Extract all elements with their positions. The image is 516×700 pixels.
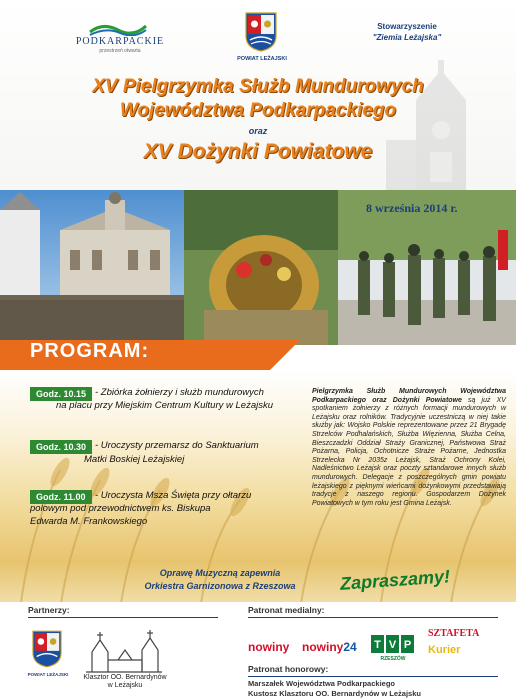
description-bold-intro: Pielgrzymka Służb Mundurowych Województwa Podkarpackiego oraz Dożynki Powiatowe [312,388,506,404]
title-oraz: oraz [248,126,268,136]
harvest-wreath-photo [184,190,348,345]
nowiny-logo: nowiny [248,640,290,654]
title-line3: XV Dożynki Powiatowe [143,140,373,163]
honor-patron-1: Marszałek Województwa Podkarpackiego [248,679,395,688]
program-item-3-line2: polowym pod przewodnictwem ks. Biskupa [30,503,211,514]
program-heading: PROGRAM: [30,340,150,362]
poster-header [0,0,516,190]
program-item-1-line2: na placu przy Miejskim Centrum Kultury w Leżajsku [56,400,273,411]
podkarpackie-waves-icon [88,22,148,36]
music-line2: Orkiestra Garnizonowa z Rzeszowa [144,581,296,591]
podkarpackie-wordmark: PODKARPACKIE [75,36,165,47]
honor-divider [248,676,498,677]
partner-monastery-line1: Klasztor OO. Bernardynów [83,674,167,681]
title-line1: XV Pielgrzymka Służb Mundurowych [92,76,424,97]
kurier-logo: Kurier [428,644,461,656]
nowiny24-word: nowiny [302,640,344,654]
media-header: Patronat medialny: [248,605,325,615]
honor-header: Patronat honorowy: [248,664,329,674]
program-time-badge: Godz. 10.30 [30,440,92,454]
program-time-badge: Godz. 10.15 [30,387,92,401]
basilica-photo [0,190,184,345]
svg-text:T: T [374,639,381,651]
program-item-2-line1: - Uroczysty przemarsz do Sanktuarium [95,440,259,451]
program-item-3-line1: - Uroczysta Msza Święta przy ołtarzu [95,490,252,501]
media-divider [248,617,498,618]
sztafeta-logo: SZTAFETA [428,628,480,639]
svg-text:P: P [403,639,412,651]
partner-monastery-line2: w Leżajsku [107,682,143,689]
honor-patron-2: Kustosz Klasztoru OO. Bernardynów w Leżajsku [248,689,421,698]
nowiny24-logo [302,640,357,654]
nowiny24-number: 24 [343,640,357,654]
podkarpackie-logo [70,22,170,52]
svg-text:V: V [388,639,397,651]
powiat-coat-of-arms-icon [245,12,277,52]
partner-monastery-label [80,674,170,690]
powiat-coat-of-arms-icon [32,629,62,669]
monastery-icon [82,624,166,674]
partners-header: Partnerzy: [28,605,70,615]
tvp-rzeszow-label: RZESZÓW [380,656,406,662]
event-description [312,388,506,508]
program-item-1-line1: - Zbiórka żołnierzy i służb mundurowych [95,387,264,398]
event-date: 8 września 2014 r. [366,201,458,215]
invitation-text: Zapraszamy! [339,566,451,594]
music-credit [120,567,320,593]
partner-powiat-label: POWIAT LEŻAJSKI [27,672,69,677]
powiat-label: POWIAT LEŻAJSKI [237,56,287,62]
tvp-logo-icon [371,633,415,655]
association-line1: Stowarzyszenie [377,22,437,31]
association-line2: "Ziemia Leżajska" [372,33,442,42]
partners-divider [28,617,218,618]
program-time-badge: Godz. 11.00 [30,490,92,504]
podkarpackie-tagline: przestrzeń otwarta [99,48,141,54]
description-body: są już XV spotkaniem żołnierzy z różnych formacji mundurowych w Leżajsku oraz rolników. Tradycyjnie uczestniczą w niej takie służby jak: Wojsko Polskie reprezentowane przez 21 Brygadę Strzelców Podhalańskich, Służba Więzienna, Służba Celna, Bieszczadzki Oddział Straży Granicznej, Państwowa Straż Pożarna, Policja, Ochotnicze Straże Pożarne, Jednostka Strzelecka Nr 2035z Leżajsk, Straż Ochrony Kolei, Nadleśnictwo Leżajsk oraz poczty sztandarowe innych służb mundurowych. Delegacje z poszczególnych gmin powiatu leżajskiego z pięknymi wieńcami dożynkowymi przedstawiają tradycje z naszego regionu. Gospodarzem Dożynek Powiatowych w tym roku jest Gmina Leżajsk. [312,396,506,507]
title-line2: Województwa Podkarpackiego [119,100,397,121]
program-item-2-line2: Matki Boskiej Leżajskiej [84,454,185,465]
program-item-3-line3: Edwarda M. Frankowskiego [30,516,148,527]
association-name [352,21,462,43]
music-line1: Oprawę Muzyczną zapewnia [159,568,281,578]
